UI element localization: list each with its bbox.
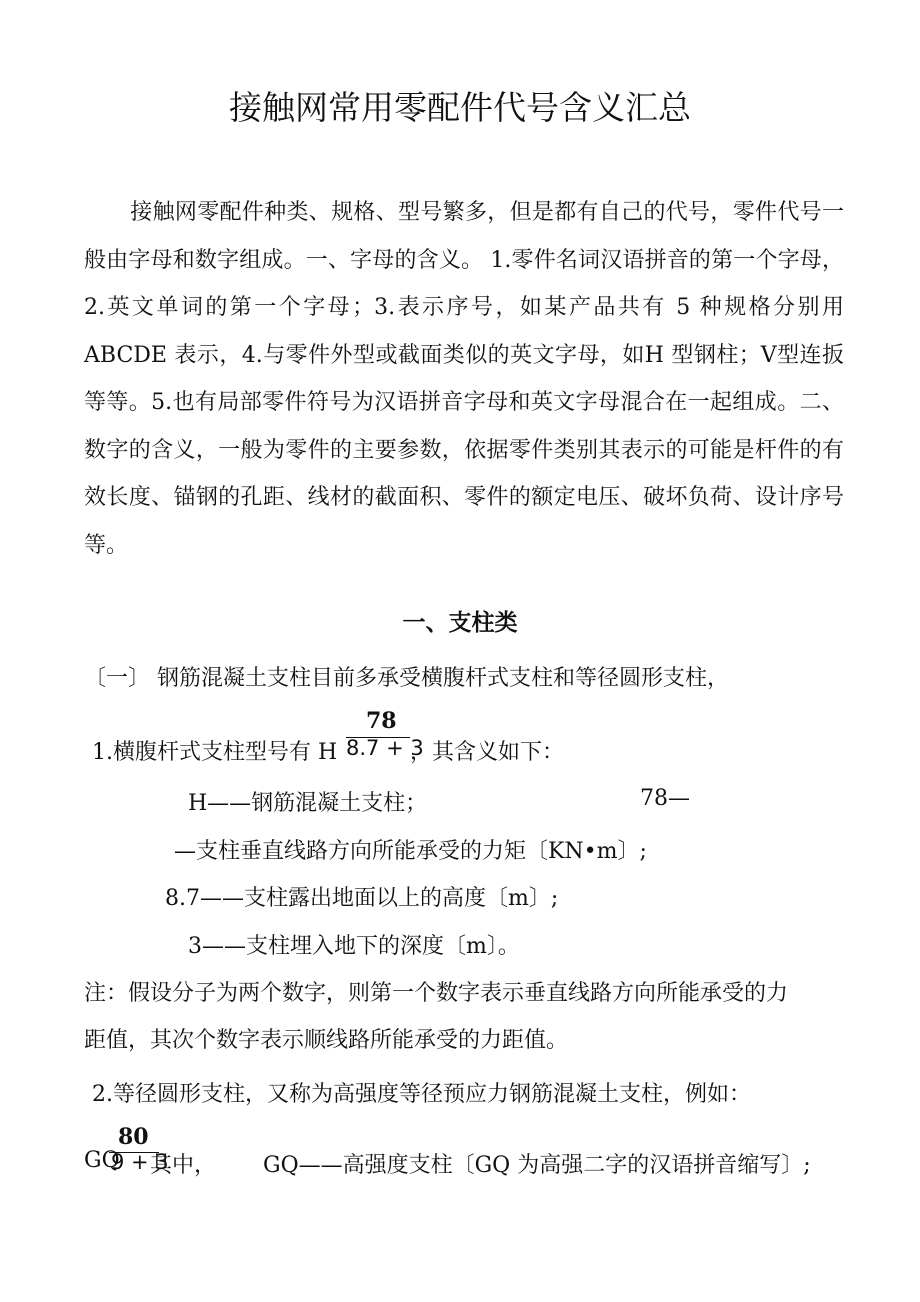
item1-line-78: 78— (640, 786, 690, 811)
item1-line-depth: 3——支柱埋入地下的深度〔m〕。 (188, 934, 520, 959)
item1-line-h: H——钢筋混凝土支柱； (188, 791, 428, 816)
item1-fraction-denominator: 8.7 + 3 (346, 736, 424, 760)
section-heading: 一、支柱类 (402, 610, 518, 636)
note-line-1: 注：假设分子为两个数字，则第一个数字表示垂直线路方向所能承受的力 (84, 981, 789, 1006)
item1-line-moment: —支柱垂直线路方向所能承受的力矩〔KN•m〕; (174, 839, 647, 864)
intro-text: 接触网零配件种类、规格、型号繁多，但是都有自己的代号，零件代号一般由字母和数字组成。一、字母的含义。 1.零件名词汉语拼音的第一个字母，2.英文单词的第一个字母；3.表示序号，如某产品共有 5 种规格分别用ABCDE 表示，4.与零件外型或截面类似的英文字母，如H 型钢柱；V型连扳等等。5.也有局部零件符号为汉语拼音字母和英文字母混合在一起组成。二、数字的含义，一般为零件的主要参数，依据零件类别其表示的可能是杆件的有效长度、锚钢的孔距、线材的截面积、零件的额定电压、破坏负荷、设计序号等。 (84, 200, 844, 558)
item2-fraction-numerator: 80 (118, 1124, 149, 1150)
item1-prefix: 1.横腹杆式支柱型号有 H (92, 740, 338, 765)
item1-suffix: ，其含义如下： (410, 740, 565, 765)
item1-fraction-numerator: 78 (366, 708, 397, 734)
item2-desc: GQ——高强度支柱〔GQ 为高强二字的汉语拼音缩写〕; (263, 1153, 811, 1178)
note-line-2: 距值，其次个数字表示顺线路所能承受的力距值。 (84, 1028, 569, 1053)
item1-line-height: 8.7——支柱露出地面以上的高度〔m〕; (165, 886, 559, 911)
item2-fraction-denominator: 9 + 3 (111, 1150, 169, 1174)
item2-line: 2.等径圆形支柱，又称为高强度等径预应力钢筋混凝土支柱，例如： (92, 1082, 751, 1107)
subsection-line: 〔一〕 钢筋混凝土支柱目前多承受横腹杆式支柱和等径圆形支柱， (84, 666, 729, 691)
page-title: 接触网常用零配件代号含义汇总 (229, 88, 691, 127)
item2-prefix: GQ (84, 1148, 120, 1173)
intro-paragraph (84, 189, 844, 569)
item2-mid: 其中， (150, 1153, 217, 1178)
